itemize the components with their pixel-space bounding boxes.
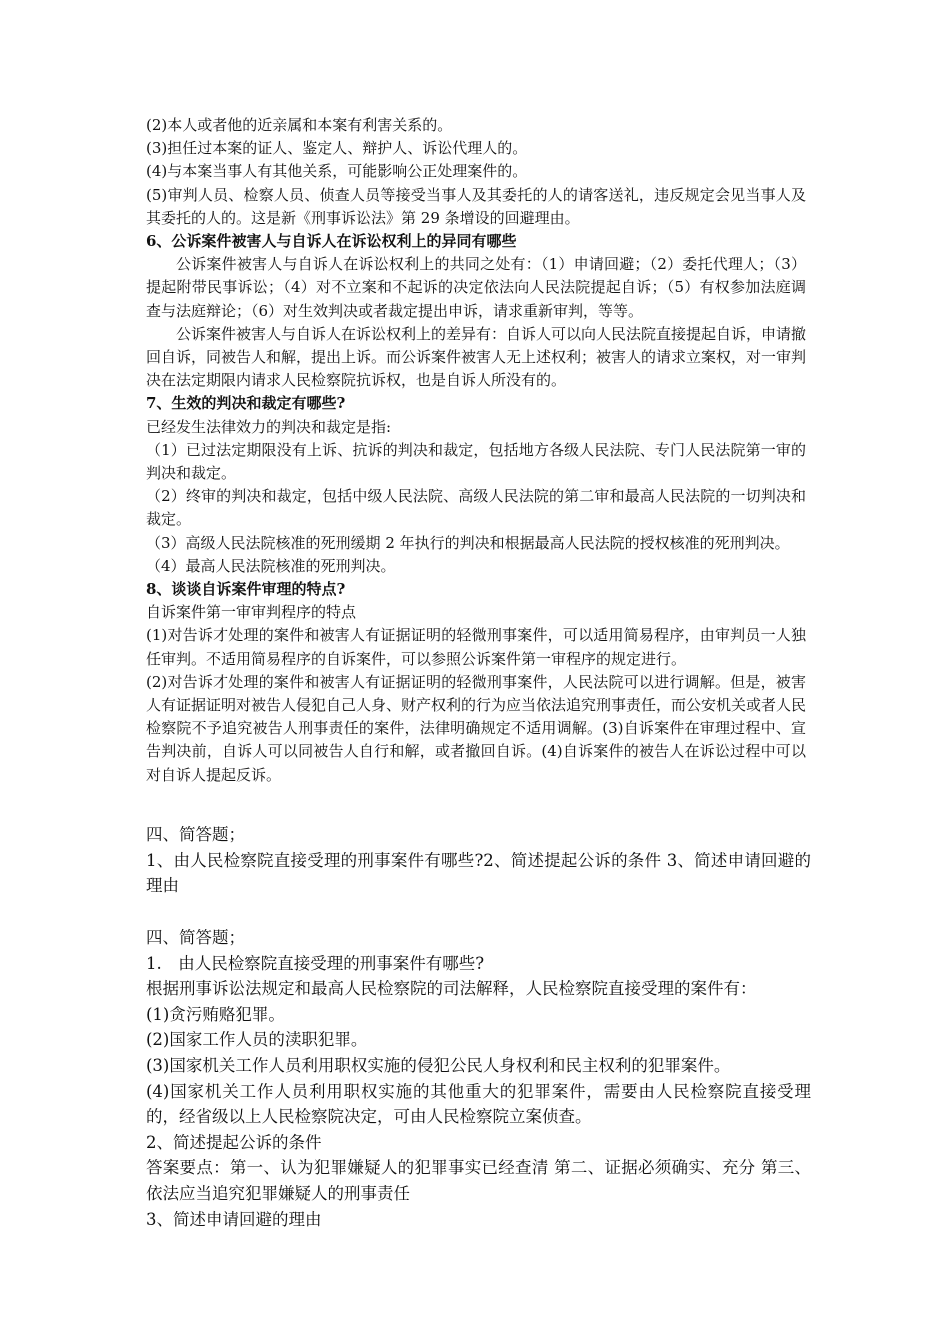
paragraph: 答案要点：第一、认为犯罪嫌疑人的犯罪事实已经查清 第二、证据必须确实、充分 第三、依法应当追究犯罪嫌疑人的刑事责任	[146, 1158, 811, 1203]
question-3: 3、简述申请回避的理由	[146, 1209, 322, 1229]
paragraph: 已经发生法律效力的判决和裁定是指:	[146, 417, 392, 436]
paragraph: (2)国家工作人员的渎职犯罪。	[146, 1030, 368, 1050]
paragraph: (2)本人或者他的近亲属和本案有利害关系的。	[146, 116, 453, 134]
paragraph: (3)国家机关工作人员利用职权实施的侵犯公民人身权利和民主权利的犯罪案件。	[146, 1055, 731, 1075]
paragraph: （3）高级人民法院核准的死刑缓期 2 年执行的判决和根据最高人民法院的授权核准的死刑判决。	[146, 533, 790, 552]
paragraph: （4）最高人民法院核准的死刑判决。	[146, 556, 396, 575]
paragraph: (4)国家机关工作人员利用职权实施的其他重大的犯罪案件，需要由人民检察院直接受理的，经省级以上人民检察院决定，可由人民检察院立案侦查。	[146, 1081, 811, 1127]
paragraph: (1)对告诉才处理的案件和被害人有证据证明的轻微刑事案件，可以适用简易程序，由审判员一人独任审判。不适用简易程序的自诉案件，可以参照公诉案件第一审程序的规定进行。	[146, 626, 806, 668]
section-title: 四、简答题；	[146, 928, 245, 947]
short-answer-answers	[146, 925, 811, 1232]
paragraph: （2）终审的判决和裁定，包括中级人民法院、高级人民法院的第二审和最高人民法院的一切判决和裁定。	[146, 487, 806, 529]
question-list: 1、由人民检察院直接受理的刑事案件有哪些?2、简述提起公诉的条件 3、简述申请回避的理由	[146, 850, 811, 896]
paragraph: (1)贪污贿赂犯罪。	[146, 1004, 285, 1024]
paragraph: 公诉案件被害人与自诉人在诉讼权利上的差异有：自诉人可以向人民法院直接提起自诉，申请撤回自诉，同被告人和解，提出上诉。而公诉案件被害人无上述权利；被害人的请求立案权，对一审判决在法定期限内请求人民检察院抗诉权，也是自诉人所没有的。	[146, 324, 807, 390]
paragraph: （1）已过法定期限没有上诉、抗诉的判决和裁定，包括地方各级人民法院、专门人民法院第一审的判决和裁定。	[146, 440, 806, 483]
paragraph: 根据刑事诉讼法规定和最高人民检察院的司法解释，人民检察院直接受理的案件有：	[146, 979, 757, 999]
question-heading-8: 8、谈谈自诉案件审理的特点?	[146, 580, 346, 599]
paragraph: (5)审判人员、检察人员、侦查人员等接受当事人及其委托的人的请客送礼，违反规定会见当事人及其委托的人的。这是新《刑事诉讼法》第 29 条增设的回避理由。	[146, 185, 806, 227]
section-title: 四、简答题；	[146, 825, 245, 844]
answers-section-upper	[146, 114, 806, 787]
short-answer-questions	[146, 822, 811, 899]
paragraph: (2)对告诉才处理的案件和被害人有证据证明的轻微刑事案件，人民法院可以进行调解。但是，被害人有证据证明对被告人侵犯自己人身、财产权利的行为应当依法追究刑事责任，而公安机关或者人民检察院不予追究被告人刑事责任的案件，法律明确规定不适用调解。(3)自诉案件在审理过程中、宣告判决前，自诉人可以同被告人自行和解，或者撤回自诉。(4)自诉案件的被告人在诉讼过程中可以对自诉人提起反诉。	[146, 672, 807, 784]
question-heading-7: 7、生效的判决和裁定有哪些?	[146, 394, 346, 413]
paragraph: 自诉案件第一审审判程序的特点	[146, 603, 357, 622]
question-2: 2、简述提起公诉的条件	[146, 1132, 322, 1152]
question-heading-6: 6、公诉案件被害人与自诉人在诉讼权利上的异同有哪些	[146, 232, 517, 251]
question-1: 1. 由人民检察院直接受理的刑事案件有哪些?	[146, 953, 485, 973]
paragraph: (3)担任过本案的证人、鉴定人、辩护人、诉讼代理人的。	[146, 139, 528, 158]
paragraph: (4)与本案当事人有其他关系，可能影响公正处理案件的。	[146, 162, 528, 181]
paragraph: 公诉案件被害人与自诉人在诉讼权利上的共同之处有：（1）申请回避；（2）委托代理人；（3）提起附带民事诉讼；（4）对不立案和不起诉的决定依法向人民法院提起自诉；（5）有权参加法庭调查与法庭辩论；（6）对生效判决或者裁定提出申诉，请求重新审判，等等。	[146, 255, 806, 320]
